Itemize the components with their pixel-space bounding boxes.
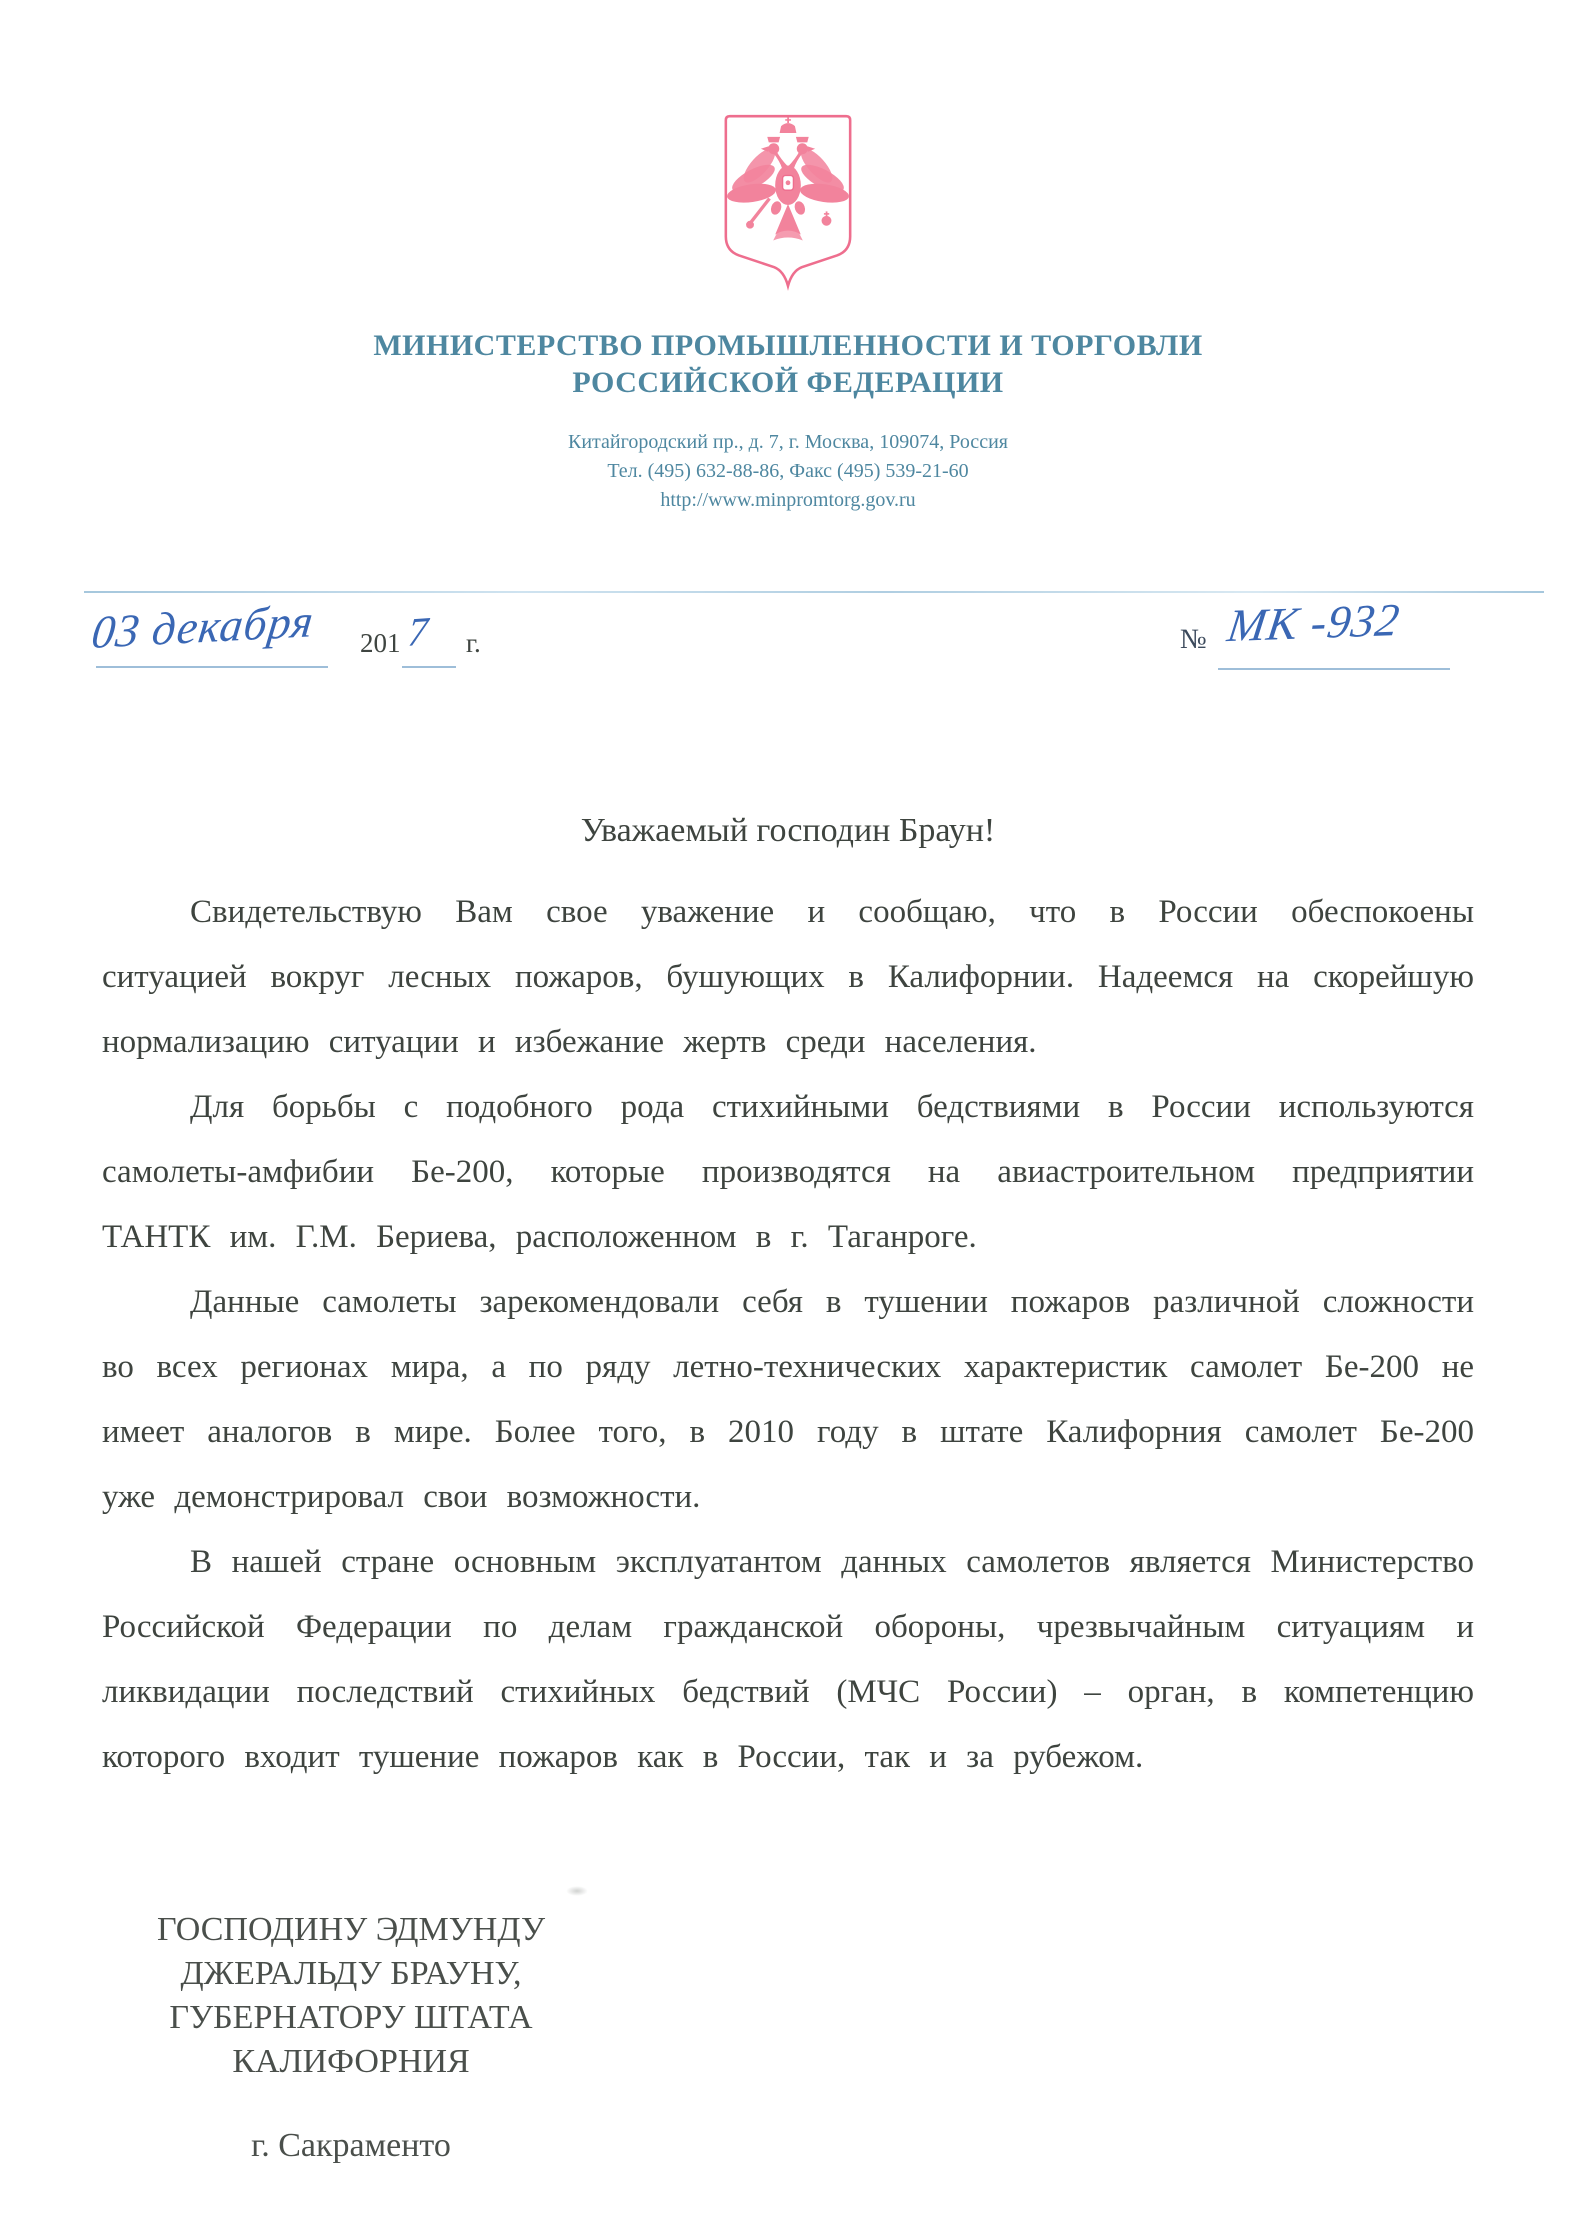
number-label: №: [1180, 624, 1207, 655]
paragraph: Свидетельствую Вам свое уважение и сообщаю, что в России обеспокоены ситуацией вокруг лесных пожаров, бушующих в Калифорнии. Надеемся на скорейшую нормализацию ситуации и избежание жертв среди населения.: [102, 894, 1474, 1060]
ministry-header: [0, 327, 1576, 401]
handwritten-document-number: МК -932: [1224, 593, 1404, 652]
addressee-line: ДЖЕРАЛЬДУ БРАУНУ,: [180, 1955, 522, 1992]
contact-block: [0, 428, 1576, 515]
printed-year-prefix: 201: [360, 628, 401, 658]
year-underline: [402, 666, 456, 668]
phone-fax-line: Тел. (495) 632-88-86, Факс (495) 539-21-60: [607, 460, 969, 482]
addressee-block: [106, 1908, 596, 2168]
horizontal-rule: [84, 591, 1544, 593]
year-suffix: г.: [466, 628, 481, 658]
addressee-line: ГОСПОДИНУ ЭДМУНДУ: [156, 1911, 546, 1948]
addressee-city: г. Сакраменто: [251, 2127, 451, 2164]
handwritten-date: 03 декабря: [88, 594, 318, 659]
date-underline: [96, 666, 328, 668]
paragraph: Данные самолеты зарекомендовали себя в тушении пожаров различной сложности во всех регионах мира, а по ряду летно-технических характеристик самолет Бе-200 не имеет аналогов в мире. Более того, в 2010 году в штате Калифорния самолет Бе-200 уже демонстрировал свои возможности.: [102, 1284, 1474, 1515]
postal-address: Китайгородский пр., д. 7, г. Москва, 109074, Россия: [568, 431, 1008, 453]
scan-artifact-smudge: [566, 1886, 588, 1896]
russian-coat-of-arms-icon: [714, 110, 862, 300]
ministry-name-line2: РОССИЙСКОЙ ФЕДЕРАЦИИ: [572, 366, 1004, 399]
paragraph: Для борьбы с подобного рода стихийными бедствиями в России используются самолеты-амфибии Бе-200, которые производятся на авиастроительном предприятии ТАНТК им. Г.М. Бериева, расположенном в г. Таганроге.: [102, 1089, 1474, 1255]
salutation: Уважаемый господин Браун!: [580, 812, 996, 849]
website-url: http://www.minpromtorg.gov.ru: [660, 489, 916, 511]
handwritten-year-digit: 7: [406, 608, 431, 655]
paragraph: В нашей стране основным эксплуатантом данных самолетов является Министерство Российской Федерации по делам гражданской обороны, чрезвычайным ситуациям и ликвидации последствий стихийных бедствий (МЧС России) – орган, в компетенцию которого входит тушение пожаров как в России, так и за рубежом.: [102, 1544, 1474, 1775]
ministry-name-line1: МИНИСТЕРСТВО ПРОМЫШЛЕННОСТИ И ТОРГОВЛИ: [373, 329, 1203, 362]
addressee-line: ГУБЕРНАТОРУ ШТАТА КАЛИФОРНИЯ: [169, 1999, 533, 2080]
number-underline: [1218, 668, 1450, 670]
letter-body: [102, 880, 1474, 1790]
